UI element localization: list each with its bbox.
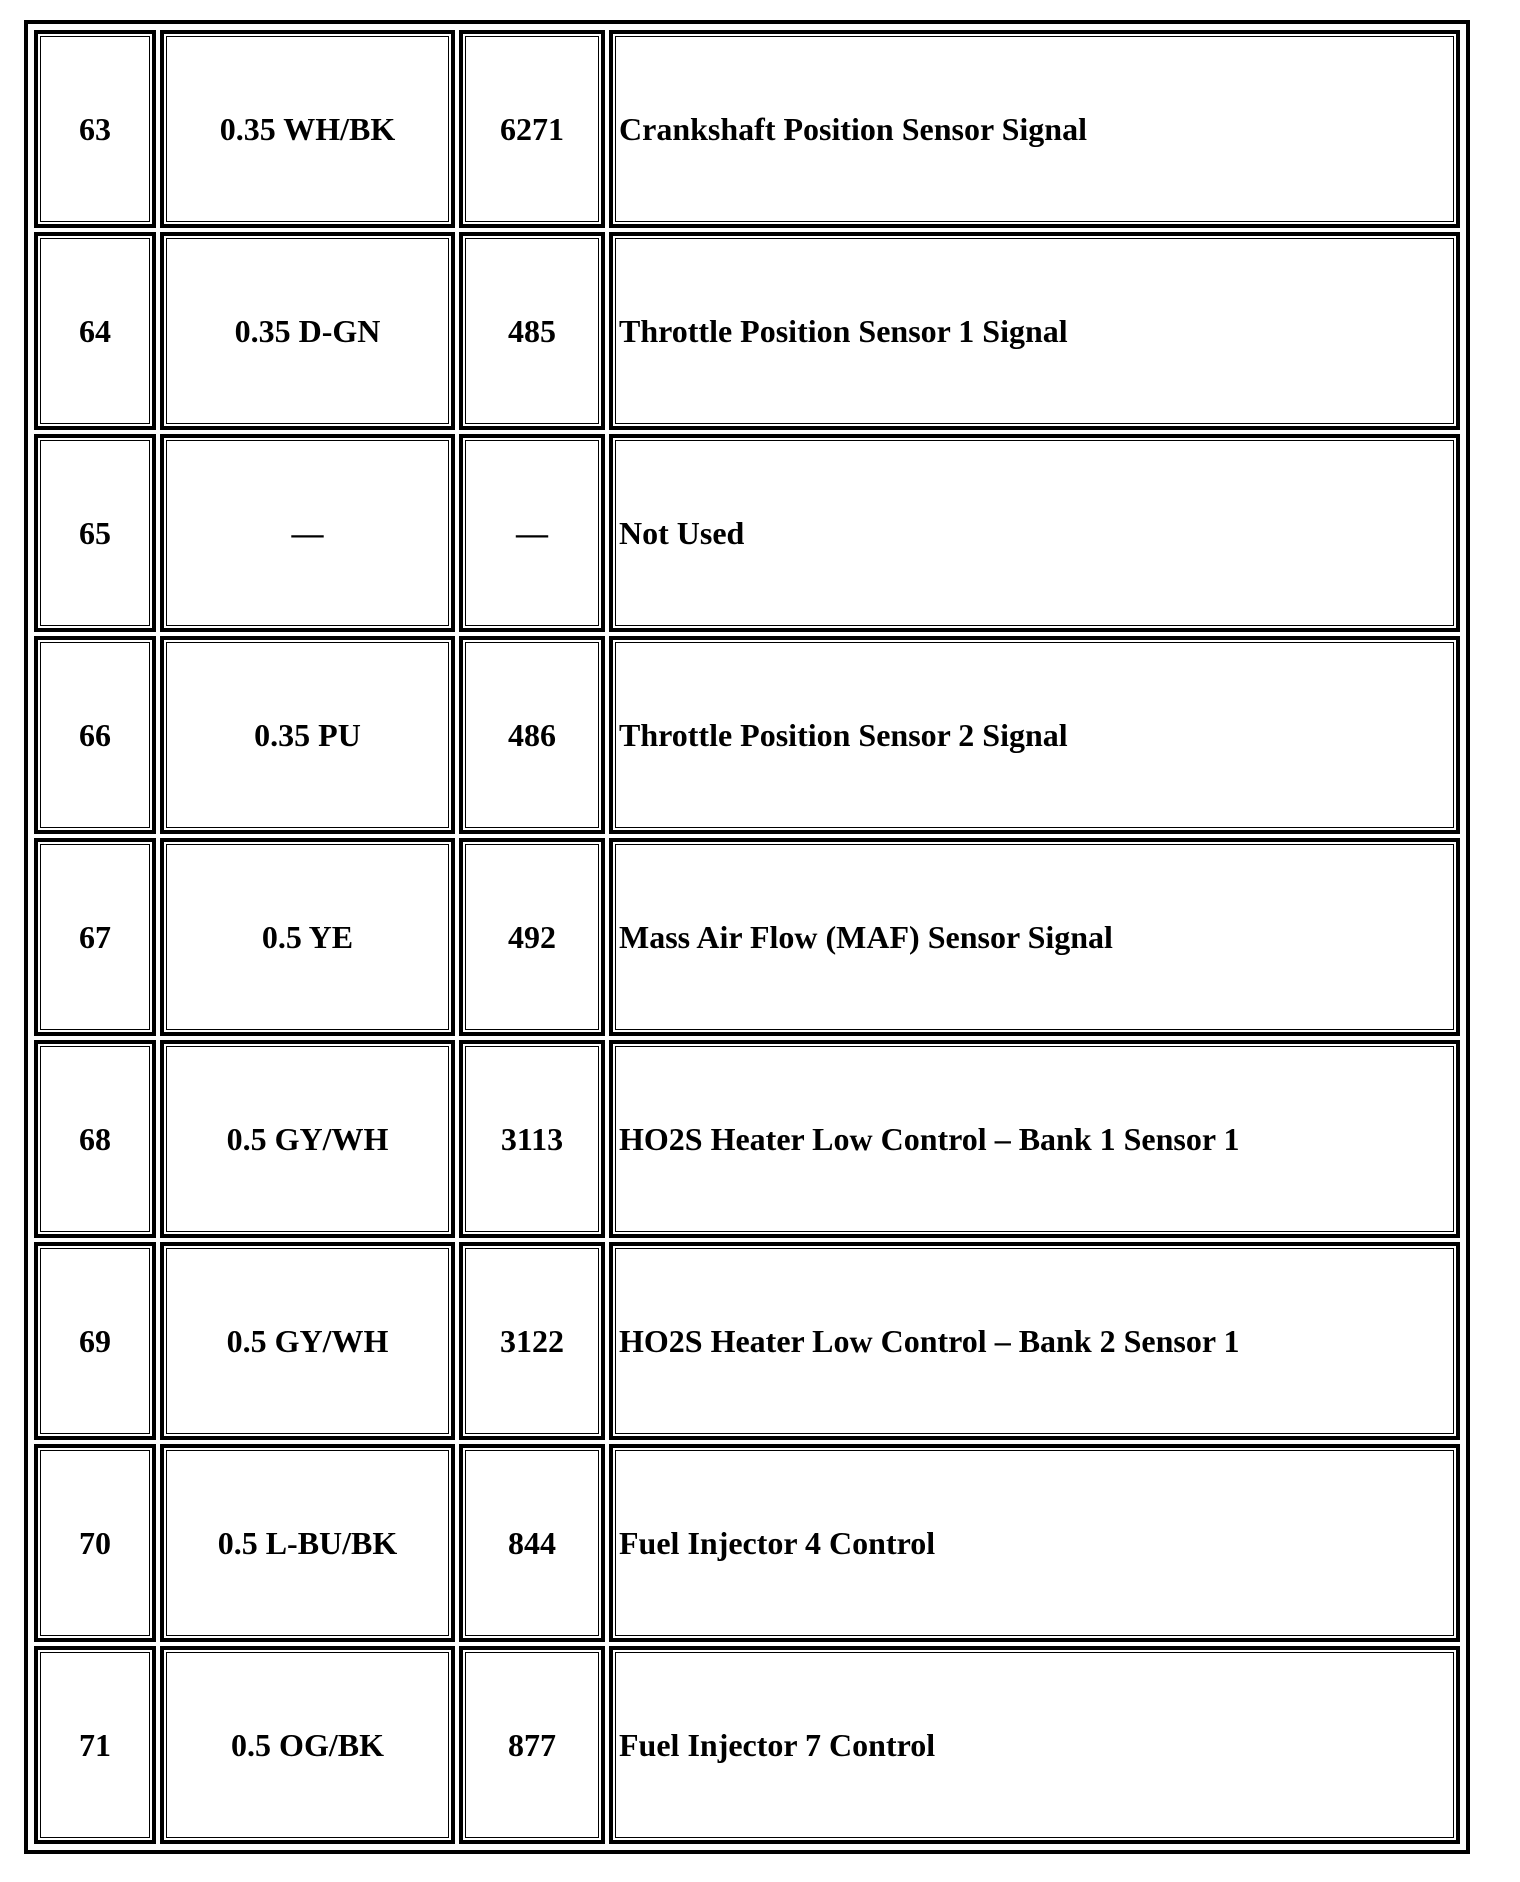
circuit-number-cell: 877 [459, 1646, 605, 1844]
wire-color-cell: — [160, 434, 455, 632]
function-cell: HO2S Heater Low Control – Bank 1 Sensor 1 [609, 1040, 1460, 1238]
table-row [34, 838, 1460, 1036]
table-row [34, 636, 1460, 834]
pin-number-cell: 70 [34, 1444, 156, 1642]
function-cell: HO2S Heater Low Control – Bank 2 Sensor 1 [609, 1242, 1460, 1440]
circuit-number-cell: 3113 [459, 1040, 605, 1238]
circuit-number-cell: 844 [459, 1444, 605, 1642]
circuit-number-cell: — [459, 434, 605, 632]
pin-number-cell: 69 [34, 1242, 156, 1440]
wire-color-cell: 0.5 OG/BK [160, 1646, 455, 1844]
circuit-number-cell: 6271 [459, 30, 605, 228]
function-cell: Not Used [609, 434, 1460, 632]
table-row [34, 1646, 1460, 1844]
table-row [34, 232, 1460, 430]
table-row [34, 1242, 1460, 1440]
connector-pinout-table [30, 26, 1464, 1848]
wire-color-cell: 0.35 PU [160, 636, 455, 834]
circuit-number-cell: 486 [459, 636, 605, 834]
function-cell: Throttle Position Sensor 1 Signal [609, 232, 1460, 430]
pin-number-cell: 64 [34, 232, 156, 430]
wire-color-cell: 0.35 D-GN [160, 232, 455, 430]
table-row [34, 1040, 1460, 1238]
pin-number-cell: 65 [34, 434, 156, 632]
circuit-number-cell: 485 [459, 232, 605, 430]
wire-color-cell: 0.5 YE [160, 838, 455, 1036]
pin-number-cell: 68 [34, 1040, 156, 1238]
table-row [34, 1444, 1460, 1642]
pin-number-cell: 66 [34, 636, 156, 834]
circuit-number-cell: 3122 [459, 1242, 605, 1440]
pin-number-cell: 63 [34, 30, 156, 228]
pin-number-cell: 67 [34, 838, 156, 1036]
connector-pinout-table-frame [24, 20, 1470, 1854]
table-row [34, 434, 1460, 632]
wire-color-cell: 0.5 GY/WH [160, 1040, 455, 1238]
wire-color-cell: 0.35 WH/BK [160, 30, 455, 228]
circuit-number-cell: 492 [459, 838, 605, 1036]
function-cell: Fuel Injector 4 Control [609, 1444, 1460, 1642]
wire-color-cell: 0.5 GY/WH [160, 1242, 455, 1440]
function-cell: Crankshaft Position Sensor Signal [609, 30, 1460, 228]
function-cell: Mass Air Flow (MAF) Sensor Signal [609, 838, 1460, 1036]
function-cell: Throttle Position Sensor 2 Signal [609, 636, 1460, 834]
table-row [34, 30, 1460, 228]
wire-color-cell: 0.5 L-BU/BK [160, 1444, 455, 1642]
function-cell: Fuel Injector 7 Control [609, 1646, 1460, 1844]
pin-number-cell: 71 [34, 1646, 156, 1844]
